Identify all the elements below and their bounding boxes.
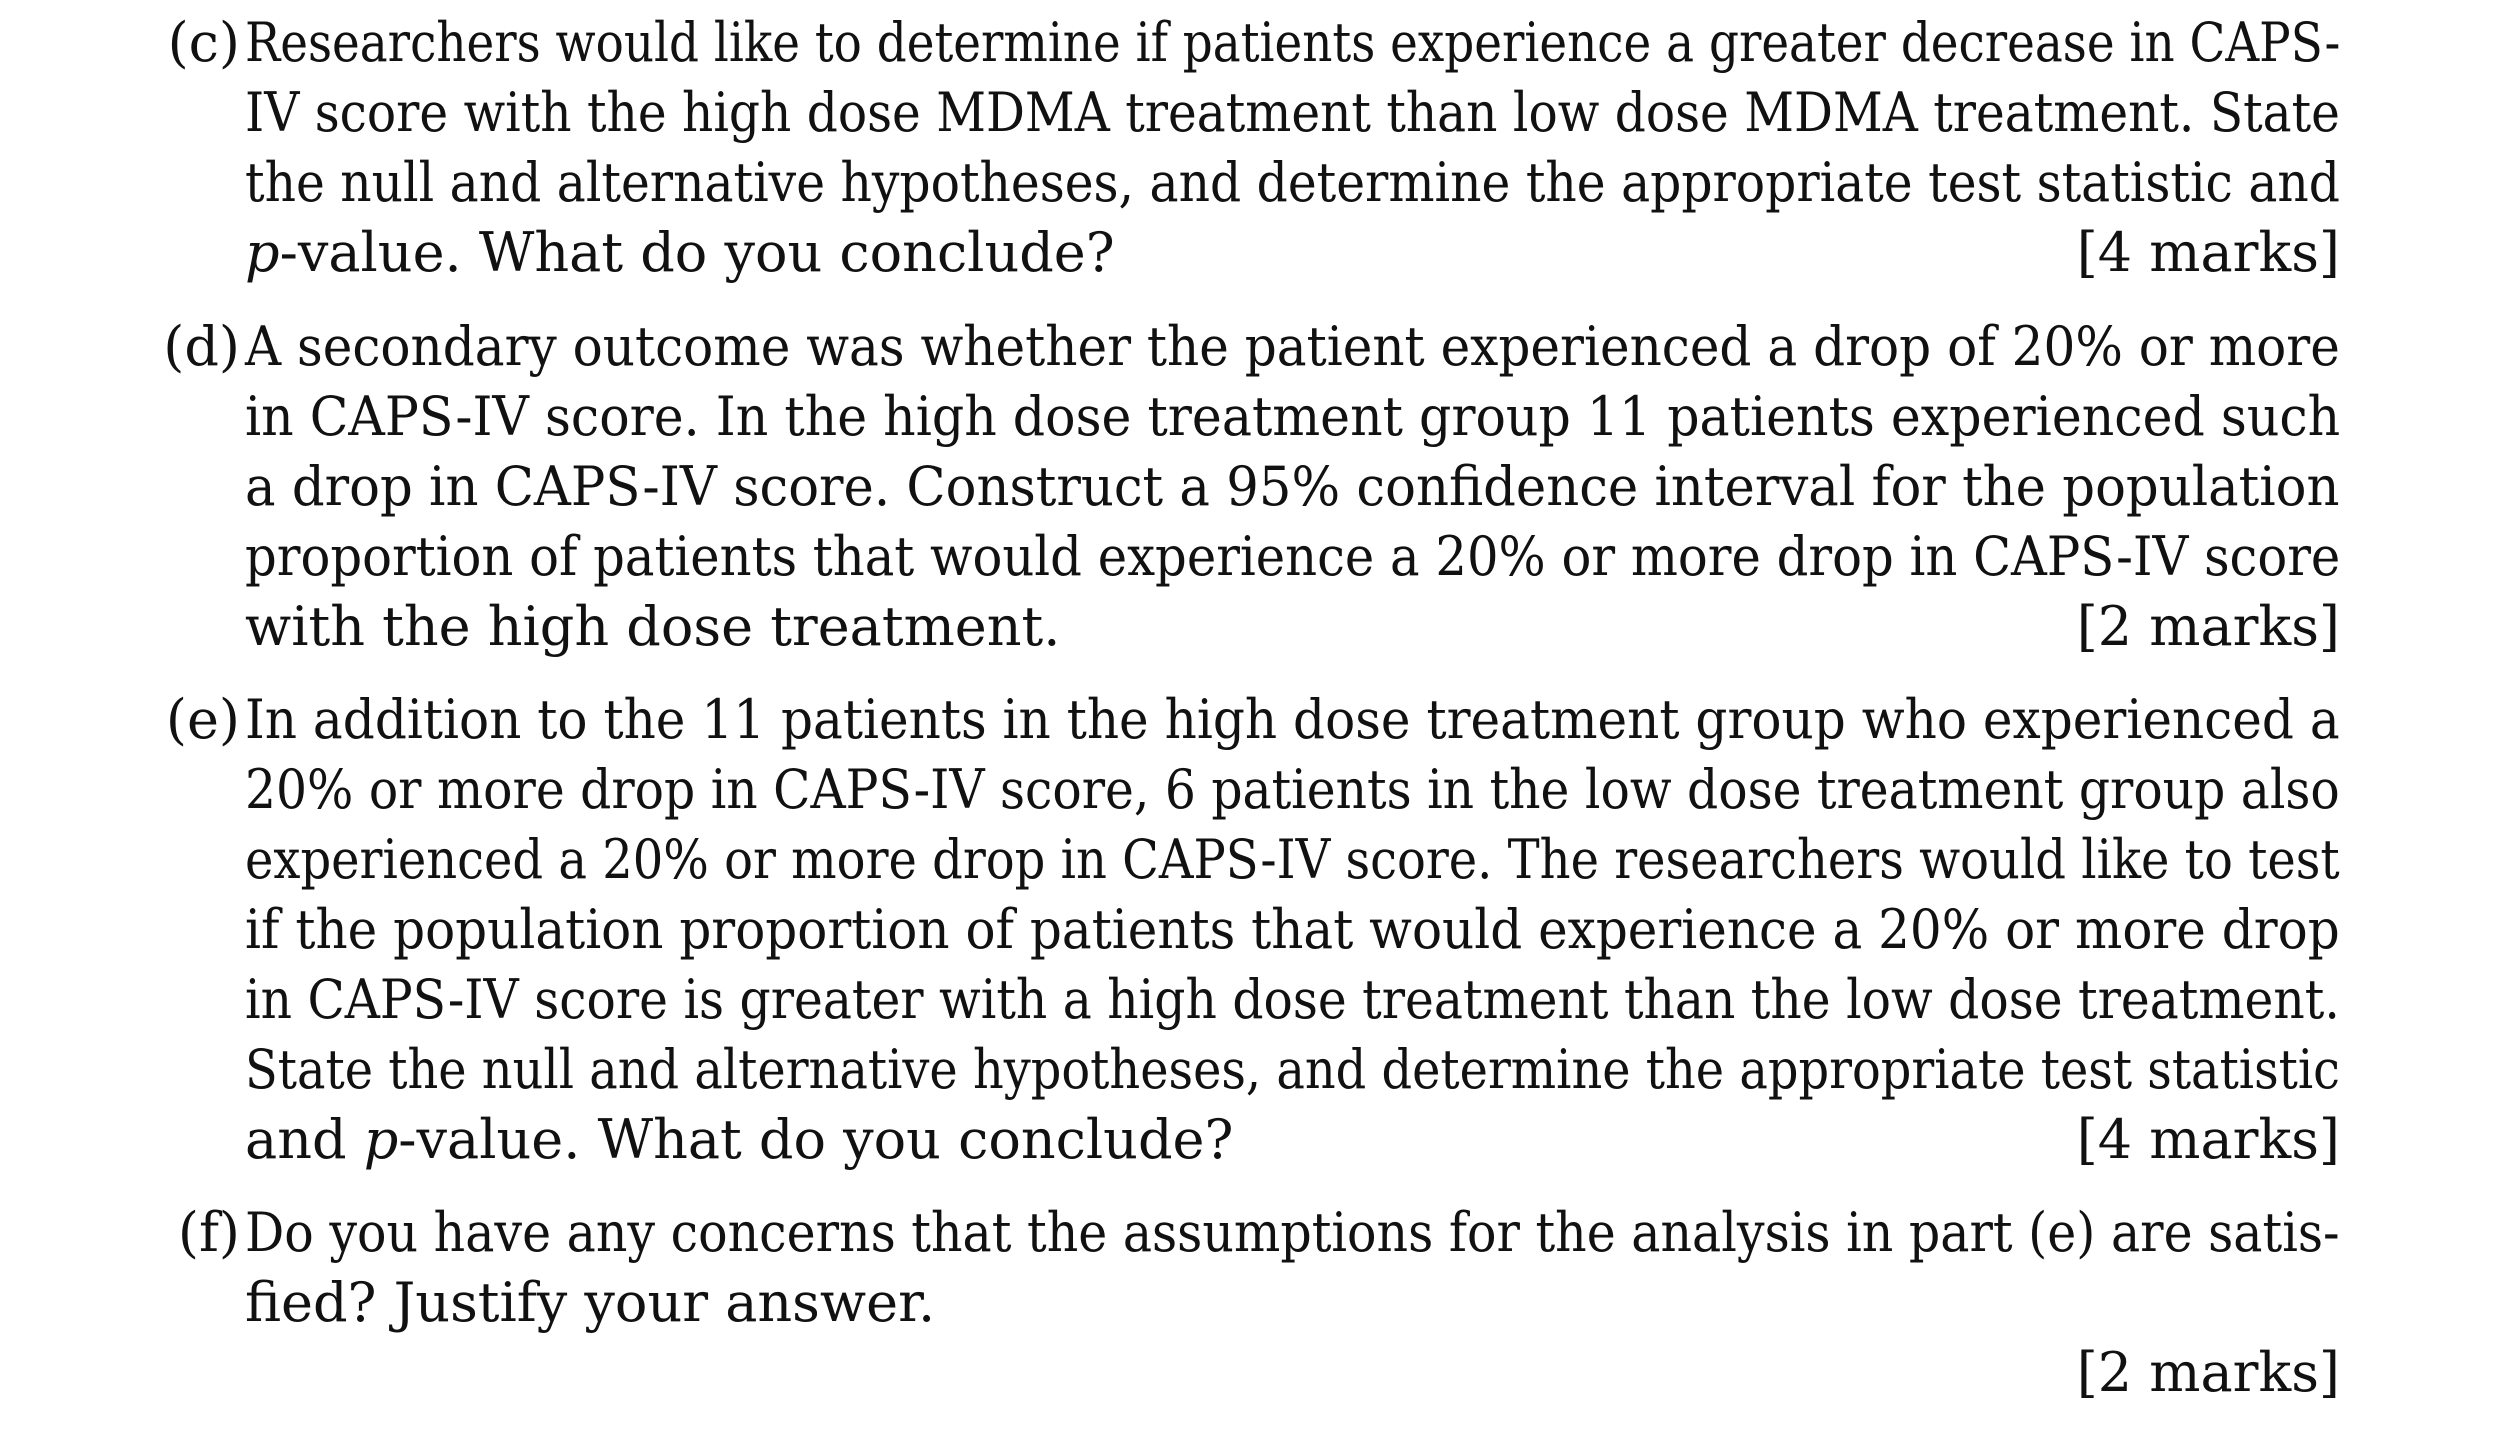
marks-label: [4 marks] — [2076, 221, 2340, 284]
text-fragment: -value. What do you conclude? — [279, 221, 1115, 284]
text-fragment: -value. What do you conclude? — [398, 1108, 1234, 1171]
text-line: In addition to the 11 patients in the high dose treatment group who experienced a — [245, 688, 2340, 751]
text-line: A secondary outcome was whether the patient experienced a drop of 20% or more — [245, 315, 2340, 378]
question-text — [245, 1198, 2340, 1338]
question-d — [140, 312, 2340, 672]
text-line: fied? Justify your answer. — [245, 1271, 936, 1334]
question-label: (d) — [163, 315, 240, 378]
question-c — [140, 8, 2340, 298]
text-fragment: and — [245, 1108, 364, 1171]
text-line: IV score with the high dose MDMA treatment than low dose MDMA treatment. State — [245, 81, 2340, 144]
p-italic: p — [363, 1108, 399, 1171]
text-line: Researchers would like to determine if patients experience a greater decrease in CAPS- — [245, 11, 2341, 74]
marks-label: [4 marks] — [2076, 1108, 2340, 1171]
marks-label: [2 marks] — [2076, 595, 2340, 658]
text-line — [245, 218, 2340, 288]
marks-label: [2 marks] — [2076, 1341, 2340, 1404]
p-italic: p — [245, 221, 280, 284]
text-line: Do you have any concerns that the assumptions for the analysis in part (e) are satis- — [245, 1201, 2340, 1264]
text-line: if the population proportion of patients that would experience a 20% or more drop — [245, 898, 2340, 961]
question-text — [245, 8, 2340, 288]
text-line: with the high dose treatment. — [245, 595, 1061, 658]
text-line: the null and alternative hypotheses, and determine the appropriate test statistic and — [245, 151, 2340, 214]
text-line: a drop in CAPS-IV score. Construct a 95% confidence interval for the population — [245, 455, 2340, 518]
question-text — [245, 312, 2340, 662]
text-line: in CAPS-IV score. In the high dose treatment group 11 patients experienced such — [245, 385, 2341, 448]
text-line: 20% or more drop in CAPS-IV score, 6 patients in the low dose treatment group also — [245, 758, 2340, 821]
question-f — [140, 1198, 2340, 1418]
text-line: in CAPS-IV score is greater with a high dose treatment than the low dose treatment. — [245, 968, 2340, 1031]
text-line: proportion of patients that would experience a 20% or more drop in CAPS-IV score — [245, 525, 2341, 588]
question-e — [140, 685, 2340, 1185]
text-line — [245, 1105, 2340, 1175]
text-line: State the null and alternative hypotheses, and determine the appropriate test statistic — [245, 1038, 2340, 1101]
text-line: experienced a 20% or more drop in CAPS-IV score. The researchers would like to test — [245, 828, 2340, 891]
question-label: (e) — [165, 688, 240, 751]
question-text — [245, 685, 2340, 1175]
question-label: (f) — [177, 1201, 240, 1264]
question-label: (c) — [167, 11, 240, 74]
